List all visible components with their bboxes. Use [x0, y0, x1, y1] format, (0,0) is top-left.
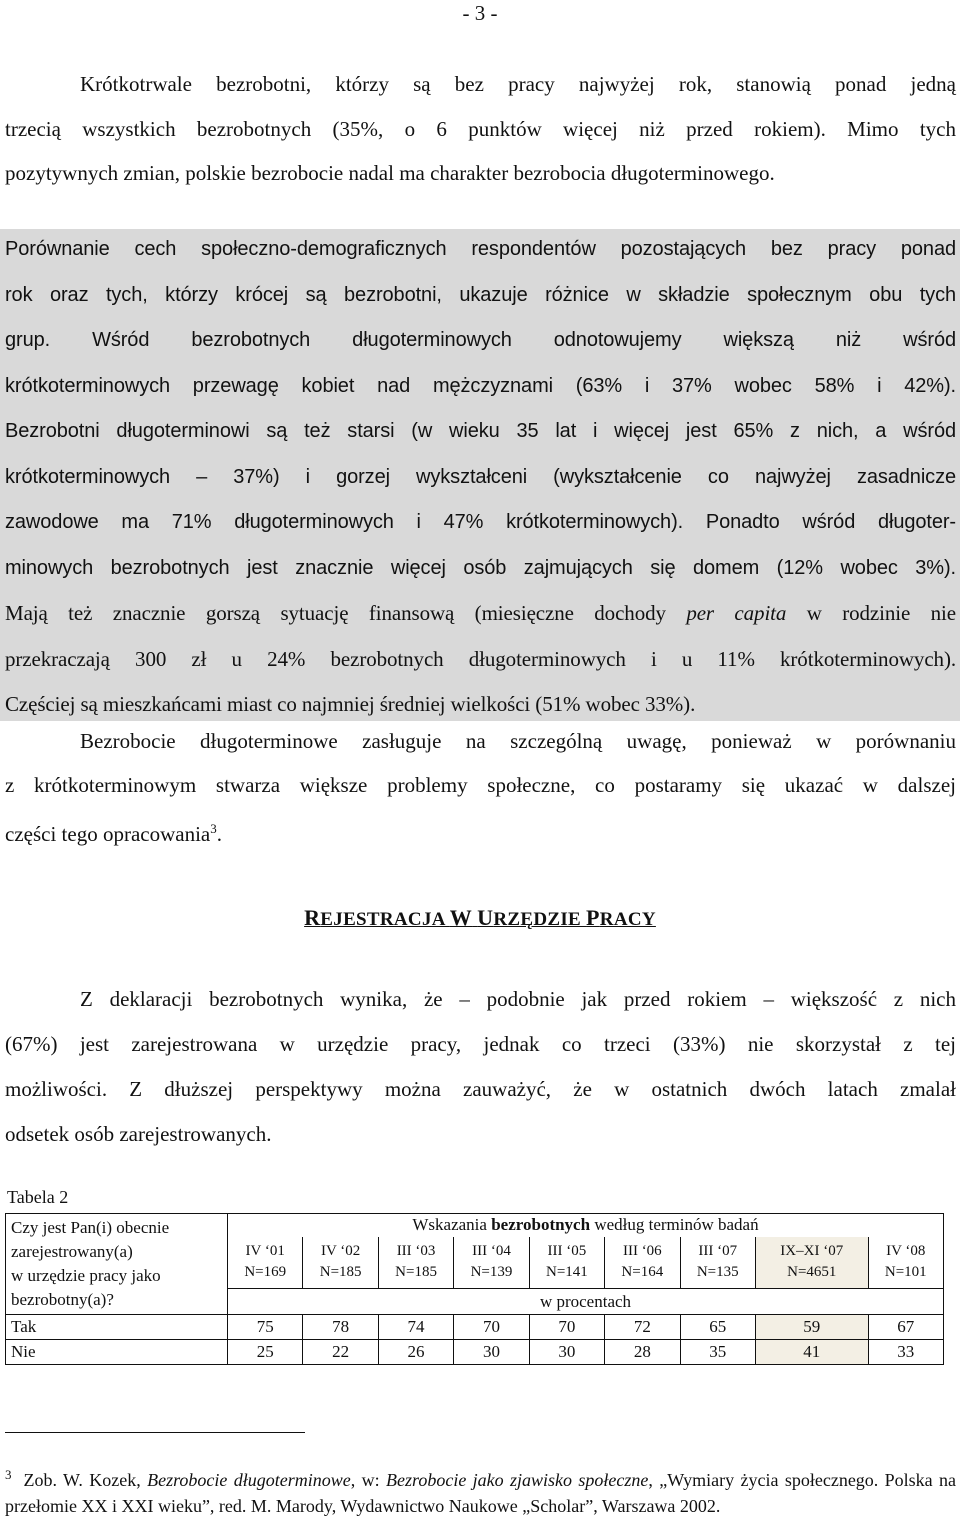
paragraph-line: minowych bezrobotnych jest znacznie więcej osób zajmujących się domem (12% wobec 3%). — [5, 556, 956, 579]
paragraph-line: krótkoterminowych przewagę kobiet nad mężczyznami (63% i 37% wobec 58% i 42%). — [5, 374, 956, 397]
period-term: IV ‘02 — [320, 1243, 361, 1260]
footnote-text: , w: — [350, 1470, 386, 1490]
text-run: części tego opracowania — [5, 822, 211, 846]
paragraph-line: Bezrobotni długoterminowi są też starsi (w wieku 35 lat i więcej jest 65% z nich, a wśród — [5, 420, 956, 442]
table-cell: 74 — [378, 1315, 453, 1340]
sample-size: N=139 — [470, 1264, 513, 1281]
footnote-separator — [5, 1432, 305, 1433]
text-run: . — [216, 822, 222, 846]
heading-text: EJESTRACJA — [320, 909, 450, 930]
table-cell: 26 — [378, 1340, 453, 1365]
period-header — [378, 1237, 453, 1289]
row-label: Tak — [6, 1315, 228, 1340]
footnote-reference[interactable]: 3 — [210, 821, 217, 836]
header-text: według terminów badań — [590, 1215, 759, 1235]
period-header — [529, 1237, 604, 1289]
period-term: III ‘04 — [472, 1243, 511, 1260]
paragraph-long-term-attention — [5, 719, 956, 856]
period-term: III ‘05 — [547, 1243, 587, 1260]
table-cell: 35 — [680, 1340, 755, 1365]
italic-text: per capita — [686, 601, 787, 625]
period-term: III ‘07 — [698, 1243, 738, 1260]
sample-size: N=169 — [244, 1264, 287, 1281]
table-cell: 30 — [454, 1340, 529, 1365]
footnote-italic-title: Bezrobocie jako zjawisko społeczne — [386, 1470, 649, 1490]
period-header — [680, 1237, 755, 1289]
paragraph-line — [5, 807, 956, 856]
table-cell: 22 — [303, 1340, 378, 1365]
heading-initial: W — [449, 905, 473, 930]
sample-size: N=4651 — [787, 1264, 837, 1281]
text-run: w rodzinie nie — [786, 601, 956, 625]
page-number: - 3 - — [462, 1, 498, 25]
table-cell: 75 — [228, 1315, 303, 1340]
table-cell: 59 — [755, 1315, 868, 1340]
question-line: bezrobotny(a)? — [11, 1290, 114, 1309]
table-cell: 33 — [868, 1340, 943, 1365]
table-caption: Tabela 2 — [7, 1187, 69, 1207]
paragraph-line: Krótkotrwale bezrobotni, którzy są bez pracy najwyżej rok, stanowią ponad jedną — [80, 72, 956, 96]
paragraph-line: pozytywnych zmian, polskie bezrobocie nadal ma charakter bezrobocia długoterminowego. — [5, 161, 775, 185]
heading-text: RACY — [599, 909, 656, 930]
table-cell: 65 — [680, 1315, 755, 1340]
heading-initial: P — [586, 905, 600, 930]
paragraph-line: Bezrobocie długoterminowe zasługuje na szczególną uwagę, ponieważ w porównaniu — [80, 729, 956, 753]
header-bold-text: bezrobotnych — [491, 1215, 591, 1235]
sample-size: N=164 — [621, 1264, 664, 1281]
paragraph-line: odsetek osób zarejestrowanych. — [5, 1122, 272, 1146]
registration-table — [5, 1213, 944, 1365]
question-line: Czy jest Pan(i) obecnie — [11, 1218, 170, 1237]
heading-initial: R — [304, 905, 321, 930]
sample-size: N=135 — [696, 1264, 739, 1281]
paragraph-line: możliwości. Z dłuższej perspektywy można zauważyć, że w ostatnich dwóch latach zmalał — [5, 1077, 956, 1101]
paragraph-long-term-comparison — [5, 227, 956, 728]
paragraph-registration — [5, 977, 956, 1157]
period-term: IV ‘08 — [886, 1243, 926, 1260]
paragraph-line: Częściej są mieszkańcami miast co najmniej średniej wielkości (51% wobec 33%). — [5, 692, 696, 716]
sample-size: N=185 — [395, 1264, 437, 1281]
table-cell: 78 — [303, 1315, 378, 1340]
sample-size: N=141 — [546, 1264, 588, 1281]
row-label: Nie — [6, 1340, 228, 1365]
period-header — [454, 1237, 529, 1289]
paragraph-line: trzecią wszystkich bezrobotnych (35%, o 6 punktów więcej niż przed rokiem). Mimo tych — [5, 116, 956, 141]
table-cell: 30 — [529, 1340, 604, 1365]
period-term: III ‘03 — [396, 1243, 436, 1260]
paragraph-line — [5, 591, 956, 637]
table-cell: 70 — [454, 1315, 529, 1340]
section-heading — [0, 905, 960, 931]
header-text: Wskazania — [412, 1215, 492, 1235]
paragraph-line: Z deklaracji bezrobotnych wynika, że – podobnie jak przed rokiem – większość z nich — [80, 987, 956, 1011]
paragraph-line: z krótkoterminowym stwarza większe problemy społeczne, co postaramy się ukazać w dalszej — [5, 773, 956, 797]
table-row — [6, 1315, 944, 1340]
paragraph-line: (67%) jest zarejestrowana w urzędzie pracy, jednak co trzeci (33%) nie skorzystał z tej — [5, 1032, 956, 1056]
table-cell: 28 — [605, 1340, 680, 1365]
heading-initial: U — [477, 905, 494, 930]
sample-size: N=101 — [884, 1264, 927, 1281]
period-header — [605, 1237, 680, 1289]
paragraph-line: zawodowe ma 71% długoterminowych i 47% krótkoterminowych). Ponadto wśród długoter- — [5, 511, 956, 533]
sample-size: N=185 — [319, 1264, 362, 1281]
period-header — [303, 1237, 378, 1289]
period-term: IX–XI ‘07 — [780, 1243, 844, 1260]
paragraph-line: grup. Wśród bezrobotnych długoterminowych odnotowujemy większą niż wśród — [5, 329, 956, 351]
table-header-row — [6, 1214, 944, 1237]
period-header — [228, 1237, 303, 1289]
paragraph-line: Porównanie cech społeczno-demograficznych respondentów pozostających bez pracy ponad — [5, 238, 956, 260]
table-cell: 25 — [228, 1340, 303, 1365]
question-line: zarejestrowany(a) — [11, 1242, 133, 1261]
table-cell: 41 — [755, 1340, 868, 1365]
footnote-number: 3 — [5, 1467, 12, 1482]
footnote-italic-title: Bezrobocie długoterminowe — [147, 1470, 351, 1490]
group-header — [228, 1214, 944, 1237]
table-cell: 72 — [605, 1315, 680, 1340]
period-header — [755, 1237, 868, 1289]
paragraph-line: krótkoterminowych – 37%) i gorzej wykształceni (wykształcenie co najwyżej zasadnicze — [5, 465, 956, 488]
footnote-text: , „Wymiary życia społecznego. Polska na przełomie XX i XXI wieku”, red. M. Marody, Wydawnictwo Naukowe „Scholar”, Warszawa 2002. — [5, 1470, 957, 1516]
text-run: Mają też znacznie gorszą sytuację finansową (miesięczne dochody — [5, 601, 687, 625]
period-header — [868, 1237, 943, 1289]
table-cell: 67 — [868, 1315, 943, 1340]
period-term: IV ‘01 — [245, 1243, 285, 1260]
footnote — [5, 1468, 956, 1518]
footnote-text: Zob. W. Kozek, — [23, 1470, 148, 1490]
period-term: III ‘06 — [622, 1243, 662, 1260]
table-cell: 70 — [529, 1315, 604, 1340]
question-line: w urzędzie pracy jako — [11, 1266, 161, 1285]
paragraph-short-term-unemployed — [5, 62, 956, 196]
question-cell — [6, 1214, 228, 1315]
paragraph-line: przekraczają 300 zł u 24% bezrobotnych długoterminowych i u 11% krótkoterminowych). — [5, 646, 956, 671]
table-row — [6, 1340, 944, 1365]
unit-label: w procentach — [228, 1289, 944, 1315]
heading-text: RZĘDZIE — [493, 909, 587, 930]
paragraph-line: rok oraz tych, którzy krócej są bezrobotni, ukazuje różnice w składzie społecznym obu tych — [5, 283, 956, 306]
